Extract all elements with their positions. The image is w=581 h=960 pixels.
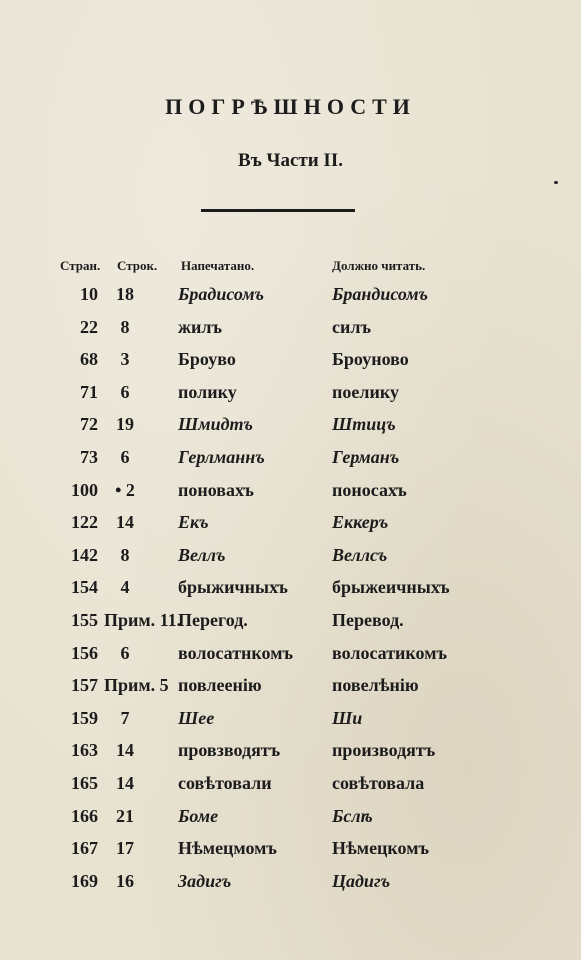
errata-line-number: 6 [120, 381, 130, 402]
errata-correct-text: поносахъ [332, 479, 407, 500]
errata-printed-text: Нѣмецмомъ [178, 838, 277, 859]
errata-page-number: 73 [80, 447, 98, 467]
errata-line-number: 6 [120, 642, 130, 663]
errata-row [0, 675, 581, 707]
errata-correct-text: Брандисомъ [332, 284, 429, 304]
errata-correct-text: Броуново [332, 349, 409, 370]
errata-page-number: 155 [71, 610, 98, 630]
errata-line-number: 3 [120, 349, 130, 370]
errata-line-number: Прим. 5 [104, 675, 169, 696]
errata-page-number: 166 [71, 805, 98, 826]
errata-printed-text: Веллъ [178, 544, 226, 565]
divider-rule [201, 209, 355, 212]
errata-correct-text: повелѣнію [332, 675, 419, 696]
errata-correct-text: совѣтовала [332, 773, 425, 793]
errata-correct-text: Штицъ [332, 414, 396, 435]
errata-correct-text: поелику [332, 381, 399, 402]
errata-printed-text: Герлманнъ [178, 447, 265, 467]
errata-line-number: 8 [120, 316, 130, 337]
errata-printed-text: полику [178, 381, 237, 402]
errata-page-number: 156 [71, 642, 98, 663]
errata-printed-text: Боме [178, 805, 219, 826]
errata-row [0, 317, 581, 349]
errata-printed-text: брыжичныхъ [178, 577, 288, 598]
errata-line-number: 7 [120, 707, 130, 728]
errata-row [0, 577, 581, 609]
errata-correct-text: Германъ [332, 447, 400, 467]
errata-correct-text: производятъ [332, 740, 436, 761]
errata-line-number: 21 [116, 805, 134, 826]
errata-page-number: 163 [71, 740, 98, 761]
errata-page-number: 100 [71, 479, 98, 500]
errata-row [0, 480, 581, 512]
page-title: ПОГРѢШНОСТИ [165, 94, 416, 119]
errata-line-number: 6 [120, 447, 130, 467]
errata-row [0, 512, 581, 544]
errata-line-number: 18 [116, 284, 134, 304]
errata-page-number: 167 [71, 838, 98, 859]
errata-page-number: 68 [80, 349, 98, 370]
errata-page-number: 142 [71, 544, 98, 565]
errata-page-number: 22 [80, 316, 98, 337]
errata-row [0, 643, 581, 675]
errata-line-number: 14 [116, 512, 134, 533]
errata-page-number: 159 [71, 707, 98, 728]
errata-page-number: 10 [80, 284, 98, 304]
errata-printed-text: провзводятъ [178, 740, 281, 761]
errata-page-number: 165 [71, 773, 98, 793]
errata-line-number: 19 [116, 414, 134, 435]
errata-row [0, 773, 581, 805]
errata-row [0, 838, 581, 870]
errata-correct-text: Перевод. [332, 610, 404, 630]
errata-line-number: 16 [116, 870, 134, 891]
errata-correct-text: Еккеръ [332, 512, 389, 533]
errata-printed-text: Брадисомъ [178, 284, 265, 304]
errata-printed-text: повлеенію [178, 675, 262, 696]
errata-page-number: 122 [71, 512, 98, 533]
errata-printed-text: Броуво [178, 349, 236, 370]
errata-row [0, 349, 581, 381]
errata-line-number: • 2 [115, 479, 135, 500]
errata-printed-text: Задигъ [178, 870, 232, 891]
errata-row [0, 447, 581, 479]
errata-correct-text: Нѣмецкомъ [332, 838, 429, 859]
errata-line-number: 4 [120, 577, 130, 598]
errata-row [0, 708, 581, 740]
errata-page-number: 169 [71, 870, 98, 891]
ink-speck [554, 181, 558, 184]
errata-page-number: 157 [71, 675, 98, 696]
errata-row [0, 806, 581, 838]
errata-printed-text: поновахъ [178, 479, 254, 500]
errata-printed-text: волосатнкомъ [178, 642, 293, 663]
errata-row [0, 545, 581, 577]
errata-correct-text: силъ [332, 316, 371, 337]
errata-correct-text: Веллсъ [332, 544, 388, 565]
page-subtitle: Въ Части II. [238, 150, 343, 171]
errata-row [0, 740, 581, 772]
errata-correct-text: Бслѣ [332, 805, 373, 826]
errata-printed-text: Шее [178, 707, 215, 728]
errata-line-number: 17 [116, 838, 134, 859]
errata-line-number: 14 [116, 740, 134, 761]
column-header-printed: Напечатано. [181, 258, 255, 273]
errata-correct-text: брыжеичныхъ [332, 577, 450, 598]
errata-printed-text: Перегод. [178, 610, 248, 630]
errata-row [0, 284, 581, 316]
errata-row [0, 414, 581, 446]
column-header-correct: Должно читать. [332, 258, 426, 273]
errata-correct-text: Цадигъ [332, 870, 391, 891]
column-header-line: Строк. [117, 258, 158, 273]
column-header-page: Стран. [60, 258, 101, 273]
errata-page-number: 154 [71, 577, 98, 598]
errata-row [0, 382, 581, 414]
errata-printed-text: Шмидтъ [178, 414, 254, 435]
errata-line-number: 8 [120, 544, 130, 565]
errata-correct-text: Ши [332, 707, 363, 728]
errata-correct-text: волосатикомъ [332, 642, 447, 663]
errata-row [0, 610, 581, 642]
errata-row [0, 871, 581, 903]
errata-printed-text: жилъ [178, 316, 223, 337]
errata-printed-text: совѣтовали [178, 773, 272, 793]
errata-page-number: 71 [80, 381, 98, 402]
errata-printed-text: Екъ [178, 512, 209, 533]
errata-line-number: 14 [116, 773, 134, 793]
errata-page-number: 72 [80, 414, 98, 435]
errata-line-number: Прим. 11. [104, 610, 182, 630]
